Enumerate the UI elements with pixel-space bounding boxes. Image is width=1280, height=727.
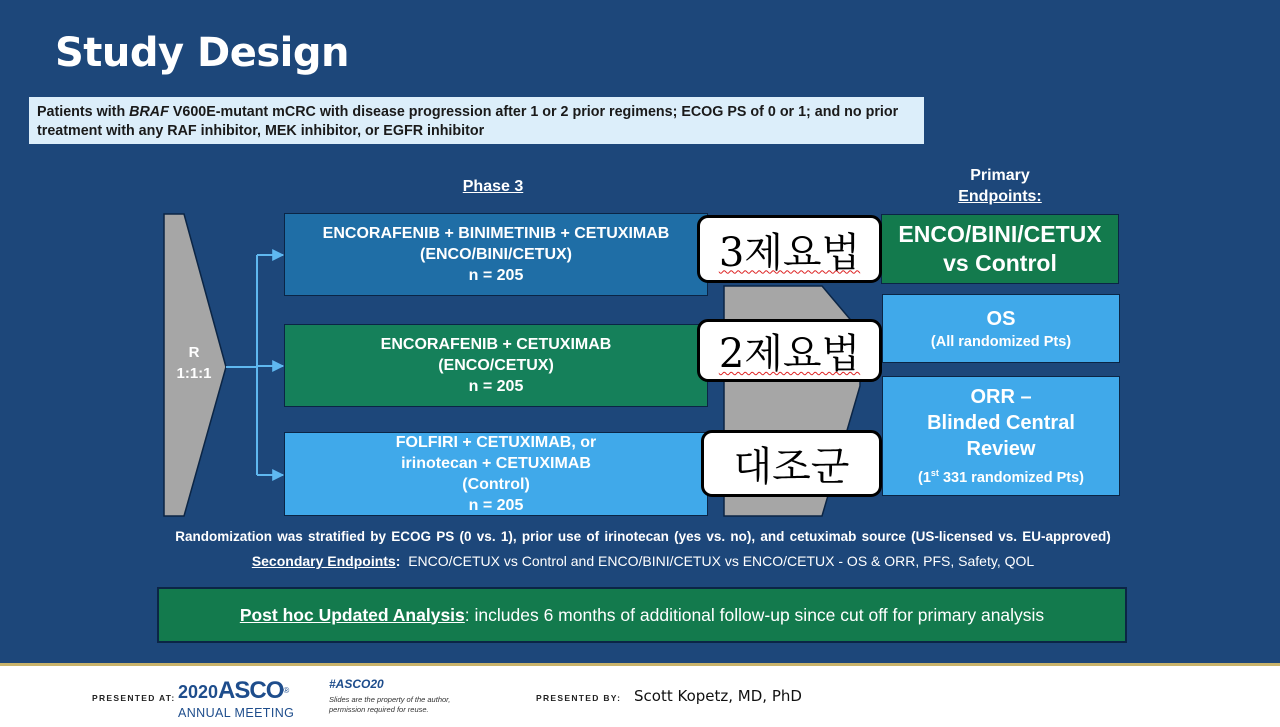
endpoint-orr-box <box>882 376 1120 496</box>
arm-control <box>284 432 708 516</box>
randomization-ratio: 1:1:1 <box>176 365 212 382</box>
primary-label-2: Endpoints: <box>958 188 1042 205</box>
eligibility-text-pre: Patients with <box>37 104 130 120</box>
disclaimer-line-2: permission required for reuse. <box>329 705 429 714</box>
endpoint-orr-sub <box>883 462 1119 489</box>
primary-label-1: Primary <box>970 167 1030 184</box>
endpoint-orr-line-3: Review <box>966 437 1036 460</box>
endpoint-orr-line-1: ORR – <box>970 385 1032 408</box>
arm-1-line-3: n = 205 <box>468 267 524 284</box>
presented-by-label: PRESENTED BY: <box>536 693 622 703</box>
endpoint-os-title: OS <box>986 307 1016 330</box>
korean-label-triplet-text: 3제요법 <box>718 229 861 276</box>
arm-2-line-3: n = 205 <box>468 378 524 395</box>
endpoint-comparison-line-1: ENCO/BINI/CETUX <box>898 221 1102 247</box>
stratification-note: Randomization was stratified by ECOG PS (0 vs. 1), prior use of irinotecan (yes vs. no), and cetuximab source (US-licensed vs. EU-approved) <box>175 529 1111 544</box>
arm-2-line-2: (ENCO/CETUX) <box>438 357 554 374</box>
posthoc-label: Post hoc Updated Analysis <box>239 604 465 625</box>
eligibility-text-post: V600E-mutant mCRC with disease progression after 1 or 2 prior regimens; ECOG PS of 0 or 1; and no prior treatment with any RAF inhibitor, MEK inhibitor, or EGFR inhibitor <box>37 104 899 139</box>
arm-3-line-1: FOLFIRI + CETUXIMAB, or <box>395 434 597 451</box>
endpoint-orr-sub-pre: (1 <box>918 469 931 486</box>
secondary-endpoints-label: Secondary Endpoints <box>251 553 396 569</box>
endpoint-os-sub: (All randomized Pts) <box>930 333 1072 350</box>
endpoint-os-box <box>882 294 1120 363</box>
presented-at-label: PRESENTED AT: <box>92 693 176 703</box>
registered-mark-icon: ® <box>283 686 290 695</box>
posthoc-analysis-box <box>157 587 1127 643</box>
disclaimer-line-1: Slides are the property of the author, <box>329 695 451 704</box>
endpoint-orr-sub-sup: st <box>930 467 939 478</box>
posthoc-text: : includes 6 months of additional follow-up since cut off for primary analysis <box>464 604 1045 625</box>
asco-logo <box>178 678 308 720</box>
asco-annual-meeting: ANNUAL MEETING <box>178 706 295 720</box>
korean-label-doublet-text: 2제요법 <box>718 331 861 377</box>
arm-3-line-4: n = 205 <box>468 497 524 514</box>
slide-title: Study Design <box>55 30 349 76</box>
endpoint-comparison-line-2: vs Control <box>943 250 1057 276</box>
secondary-endpoints <box>80 553 1206 569</box>
asco-year: 2020 <box>178 682 219 702</box>
arm-enco-cetux <box>284 324 708 407</box>
footer <box>0 663 1280 727</box>
endpoint-orr-line-2: Blinded Central <box>927 411 1075 434</box>
arm-1-line-1: ENCORAFENIB + BINIMETINIB + CETUXIMAB <box>322 225 670 242</box>
asco-logo-top <box>178 678 308 706</box>
arm-3-line-3: (Control) <box>462 476 530 493</box>
endpoint-orr-sub-post: 331 randomized Pts) <box>938 469 1084 486</box>
randomization-label <box>164 342 224 384</box>
randomization-arrows <box>226 255 283 475</box>
phase-label: Phase 3 <box>462 178 524 195</box>
slides-disclaimer <box>329 695 450 715</box>
randomization-r: R <box>188 344 200 361</box>
asco-hashtag: #ASCO20 <box>329 677 384 691</box>
korean-label-control <box>701 430 882 497</box>
arm-2-line-1: ENCORAFENIB + CETUXIMAB <box>380 336 612 353</box>
presenter-name: Scott Kopetz, MD, PhD <box>634 687 802 705</box>
arm-3-line-2: irinotecan + CETUXIMAB <box>401 455 591 472</box>
korean-label-doublet <box>697 319 882 382</box>
endpoint-comparison-box <box>881 214 1119 284</box>
arm-enco-bini-cetux <box>284 213 708 296</box>
asco-wordmark: ASCO <box>218 677 284 704</box>
secondary-endpoints-text: ENCO/CETUX vs Control and ENCO/BINI/CETUX vs ENCO/CETUX - OS & ORR, PFS, Safety, QOL <box>408 553 1035 569</box>
arm-1-line-2: (ENCO/BINI/CETUX) <box>420 246 572 263</box>
korean-label-triplet <box>697 215 882 283</box>
korean-label-control-text: 대조군 <box>733 444 850 490</box>
eligibility-gene: BRAF <box>129 104 169 120</box>
secondary-endpoints-colon: : <box>395 553 401 569</box>
